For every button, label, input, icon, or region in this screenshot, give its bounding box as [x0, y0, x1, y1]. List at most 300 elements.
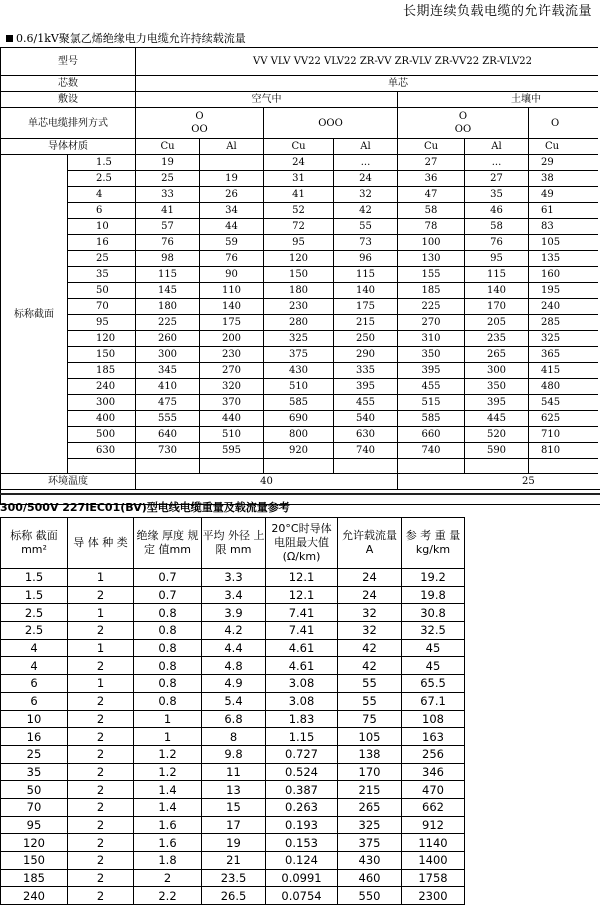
value-cell: 115 [136, 267, 200, 283]
table-cell: 1.2 [134, 745, 202, 763]
value-cell: 660 [398, 427, 465, 443]
table-cell: 105 [338, 728, 402, 746]
table-row [1, 887, 465, 905]
arrangement-trefoil-soil [398, 108, 529, 139]
size-cell: 150 [68, 347, 136, 363]
table-cell: 0.153 [266, 834, 338, 852]
table-row [1, 203, 600, 219]
value-cell: 260 [136, 331, 200, 347]
value-cell: 58 [465, 219, 529, 235]
value-cell: 26 [200, 187, 264, 203]
table-cell: 0.8 [134, 657, 202, 675]
table-row [1, 299, 600, 315]
value-cell: 415 [529, 363, 600, 379]
value-cell: 115 [334, 267, 398, 283]
value-cell: 34 [200, 203, 264, 219]
table-cell: 2.5 [1, 622, 68, 640]
table-cell: 2 [68, 586, 134, 604]
value-cell: 395 [465, 395, 529, 411]
page-title: 长期连续负载电缆的允许载流量 [403, 0, 592, 19]
value-cell: 160 [529, 267, 600, 283]
table-cell: 70 [1, 798, 68, 816]
value-cell: 630 [334, 427, 398, 443]
value-cell: 35 [465, 187, 529, 203]
value-cell: 285 [529, 315, 600, 331]
table-cell: 2.5 [1, 604, 68, 622]
value-cell: 215 [334, 315, 398, 331]
value-cell: 96 [334, 251, 398, 267]
table-cell: 19 [202, 834, 266, 852]
value-cell: 395 [398, 363, 465, 379]
section1-title [6, 30, 246, 46]
material-cu: Cu [264, 139, 334, 155]
core-value: 单芯 [136, 76, 600, 92]
size-cell: 6 [68, 203, 136, 219]
table-cell: 662 [402, 798, 465, 816]
table-cell: 470 [402, 781, 465, 799]
table-row [1, 171, 600, 187]
table-cell: 7.41 [266, 604, 338, 622]
value-cell: 325 [529, 331, 600, 347]
value-cell: 585 [398, 411, 465, 427]
table-cell: 0.8 [134, 622, 202, 640]
table-cell: 4 [1, 657, 68, 675]
size-cell: 1.5 [68, 155, 136, 171]
table-row [1, 604, 465, 622]
section2-title: 300/500V 227IEC01(BV)型电线电缆重量及载流量参考 [0, 499, 290, 515]
table-cell: 45 [402, 639, 465, 657]
value-cell: 76 [465, 235, 529, 251]
table-cell: 0.387 [266, 781, 338, 799]
table-cell: 2 [68, 887, 134, 905]
value-cell: 180 [136, 299, 200, 315]
table-cell: 0.263 [266, 798, 338, 816]
value-cell: 180 [264, 283, 334, 299]
table-cell: 6.8 [202, 710, 266, 728]
table-cell: 256 [402, 745, 465, 763]
value-cell: 24 [334, 171, 398, 187]
value-cell: 350 [465, 379, 529, 395]
table-row [1, 395, 600, 411]
table-row [1, 331, 600, 347]
value-cell: 76 [200, 251, 264, 267]
material-cu: Cu [529, 139, 600, 155]
value-cell: 76 [136, 235, 200, 251]
table-row [1, 639, 465, 657]
value-cell: 690 [264, 411, 334, 427]
value-cell: 140 [465, 283, 529, 299]
value-cell: 72 [264, 219, 334, 235]
table-cell: 0.727 [266, 745, 338, 763]
table-cell: 7.41 [266, 622, 338, 640]
column-header: 允许载流量 A [338, 518, 402, 569]
table-cell: 240 [1, 887, 68, 905]
table-cell: 2.2 [134, 887, 202, 905]
value-cell: 41 [264, 187, 334, 203]
value-cell: 640 [136, 427, 200, 443]
material-label: 导体材质 [1, 139, 136, 155]
value-cell: 150 [264, 267, 334, 283]
value-cell: 78 [398, 219, 465, 235]
table-cell: 32.5 [402, 622, 465, 640]
table-cell: 4 [1, 639, 68, 657]
value-cell: 555 [136, 411, 200, 427]
value-cell: 800 [264, 427, 334, 443]
table-cell: 4.61 [266, 657, 338, 675]
value-cell: 95 [465, 251, 529, 267]
value-cell: 240 [529, 299, 600, 315]
table-cell: 50 [1, 781, 68, 799]
value-cell: 49 [529, 187, 600, 203]
table-cell: 2300 [402, 887, 465, 905]
table-cell: 0.7 [134, 569, 202, 587]
arrangement-flat-air: OOO [264, 108, 398, 139]
table-row [1, 235, 600, 251]
value-cell: 545 [529, 395, 600, 411]
value-cell: 33 [136, 187, 200, 203]
laying-label: 敷设 [1, 92, 136, 108]
value-cell: 31 [264, 171, 334, 187]
value-cell: 140 [334, 283, 398, 299]
table-cell: 1 [134, 710, 202, 728]
table-cell: 1 [68, 675, 134, 693]
table-cell: 2 [68, 781, 134, 799]
table-cell: 2 [68, 692, 134, 710]
table-cell: 2 [68, 852, 134, 870]
value-cell: 55 [334, 219, 398, 235]
table-cell: 6 [1, 675, 68, 693]
table-cell: 1 [134, 728, 202, 746]
material-al: Al [334, 139, 398, 155]
table-cell: 1.2 [134, 763, 202, 781]
value-cell: ... [334, 155, 398, 171]
table-cell: 2 [68, 816, 134, 834]
table-cell: 4.9 [202, 675, 266, 693]
empty-cell [398, 459, 465, 474]
column-header: 绝缘 厚度 规定 值mm [134, 518, 202, 569]
table-cell: 95 [1, 816, 68, 834]
value-cell: 24 [264, 155, 334, 171]
table-row [1, 283, 600, 299]
table-cell: 15 [202, 798, 266, 816]
table-cell: 10 [1, 710, 68, 728]
value-cell: 175 [200, 315, 264, 331]
table-header-row [1, 518, 465, 569]
table-cell: 912 [402, 816, 465, 834]
value-cell: 195 [529, 283, 600, 299]
value-cell: 19 [136, 155, 200, 171]
table-cell: 0.124 [266, 852, 338, 870]
ambient-row [1, 474, 600, 490]
value-cell: 41 [136, 203, 200, 219]
table-cell: 1.4 [134, 781, 202, 799]
empty-cell [465, 459, 529, 474]
material-al: Al [200, 139, 264, 155]
value-cell: 170 [465, 299, 529, 315]
material-al: Al [465, 139, 529, 155]
table-row [1, 675, 465, 693]
table-cell: 1.5 [1, 586, 68, 604]
table-row [1, 622, 465, 640]
table-cell: 0.8 [134, 604, 202, 622]
table-cell: 55 [338, 692, 402, 710]
table-cell: 12.1 [266, 586, 338, 604]
table-cell: 1 [68, 639, 134, 657]
value-cell: 455 [334, 395, 398, 411]
table-cell: 3.08 [266, 692, 338, 710]
model-value: VV VLV VV22 VLV22 ZR-VV ZR-VLV ZR-VV22 ZR-VLV22 [136, 48, 600, 76]
table-cell: 2 [68, 745, 134, 763]
table-cell: 2 [134, 869, 202, 887]
table-cell: 2 [68, 710, 134, 728]
table-cell: 2 [68, 763, 134, 781]
value-cell: 145 [136, 283, 200, 299]
value-cell: 25 [136, 171, 200, 187]
value-cell: 230 [200, 347, 264, 363]
table-row [1, 834, 465, 852]
table-cell: 1.6 [134, 816, 202, 834]
material-cu: Cu [398, 139, 465, 155]
section-label: 标称截面 [1, 155, 68, 474]
value-cell: 445 [465, 411, 529, 427]
core-label: 芯数 [1, 76, 136, 92]
empty-cell [68, 459, 136, 474]
arrangement-flat-soil: O [529, 108, 600, 139]
arrangement-label: 单芯电缆排列方式 [1, 108, 136, 139]
value-cell: 515 [398, 395, 465, 411]
size-cell: 10 [68, 219, 136, 235]
empty-cell [264, 459, 334, 474]
table-row [1, 798, 465, 816]
column-header: 参 考 重 量 kg/km [402, 518, 465, 569]
value-cell: 59 [200, 235, 264, 251]
value-cell: 520 [465, 427, 529, 443]
value-cell: 42 [334, 203, 398, 219]
table-cell: 3.9 [202, 604, 266, 622]
table-cell: 0.193 [266, 816, 338, 834]
value-cell: ... [465, 155, 529, 171]
table-cell: 5.4 [202, 692, 266, 710]
table-row [1, 692, 465, 710]
value-cell: 250 [334, 331, 398, 347]
size-cell: 16 [68, 235, 136, 251]
table-cell: 120 [1, 834, 68, 852]
table-row [1, 728, 465, 746]
column-header: 导 体 种 类 [68, 518, 134, 569]
value-cell: 38 [529, 171, 600, 187]
table-cell: 0.8 [134, 692, 202, 710]
value-cell: 44 [200, 219, 264, 235]
value-cell: 625 [529, 411, 600, 427]
value-cell: 410 [136, 379, 200, 395]
table-row [1, 852, 465, 870]
value-cell: 540 [334, 411, 398, 427]
value-cell: 120 [264, 251, 334, 267]
size-cell: 70 [68, 299, 136, 315]
table-cell: 55 [338, 675, 402, 693]
ambient-soil: 25 [398, 474, 600, 490]
table-row [1, 267, 600, 283]
value-cell: 320 [200, 379, 264, 395]
table-cell: 0.524 [266, 763, 338, 781]
table-cell: 1.6 [134, 834, 202, 852]
value-cell: 100 [398, 235, 465, 251]
value-cell: 585 [264, 395, 334, 411]
column-header: 标称 截面 mm² [1, 518, 68, 569]
value-cell: 365 [529, 347, 600, 363]
empty-cell [334, 459, 398, 474]
value-cell: 58 [398, 203, 465, 219]
table-cell: 16 [1, 728, 68, 746]
table-cell: 9.8 [202, 745, 266, 763]
value-cell: 370 [200, 395, 264, 411]
table-row [1, 781, 465, 799]
size-cell: 95 [68, 315, 136, 331]
laying-air: 空气中 [136, 92, 398, 108]
table-row [1, 379, 600, 395]
table-cell: 19.8 [402, 586, 465, 604]
table-cell: 24 [338, 569, 402, 587]
value-cell: 52 [264, 203, 334, 219]
table-cell: 215 [338, 781, 402, 799]
value-cell: 510 [264, 379, 334, 395]
value-cell: 430 [264, 363, 334, 379]
table-cell: 2 [68, 728, 134, 746]
value-cell: 27 [398, 155, 465, 171]
value-cell: 98 [136, 251, 200, 267]
arr-c-bottom: OO [398, 123, 528, 136]
table-cell: 108 [402, 710, 465, 728]
table-cell: 1.4 [134, 798, 202, 816]
table-row [1, 869, 465, 887]
value-cell: 175 [334, 299, 398, 315]
table-cell: 2 [68, 798, 134, 816]
empty-cell [200, 459, 264, 474]
table-cell: 32 [338, 622, 402, 640]
table-row [1, 363, 600, 379]
value-cell: 110 [200, 283, 264, 299]
value-cell: 135 [529, 251, 600, 267]
table-cell: 24 [338, 586, 402, 604]
value-cell: 205 [465, 315, 529, 331]
table-cell: 42 [338, 639, 402, 657]
table-cell: 265 [338, 798, 402, 816]
table-row [1, 315, 600, 331]
value-cell: 475 [136, 395, 200, 411]
table-cell: 32 [338, 604, 402, 622]
value-cell: 225 [398, 299, 465, 315]
table-cell: 25 [1, 745, 68, 763]
laying-soil: 土壤中 [398, 92, 600, 108]
table-row [1, 569, 465, 587]
value-cell: 61 [529, 203, 600, 219]
value-cell: 335 [334, 363, 398, 379]
value-cell: 225 [136, 315, 200, 331]
table-cell: 8 [202, 728, 266, 746]
value-cell: 57 [136, 219, 200, 235]
table-cell: 21 [202, 852, 266, 870]
table-cell: 3.4 [202, 586, 266, 604]
value-cell: 480 [529, 379, 600, 395]
table-cell: 346 [402, 763, 465, 781]
table-row [1, 763, 465, 781]
table-cell: 375 [338, 834, 402, 852]
table-cell: 4.2 [202, 622, 266, 640]
table-cell: 19.2 [402, 569, 465, 587]
value-cell: 455 [398, 379, 465, 395]
table-cell: 75 [338, 710, 402, 728]
value-cell: 32 [334, 187, 398, 203]
table-cell: 2 [68, 622, 134, 640]
table-cell: 2 [68, 657, 134, 675]
value-cell: 345 [136, 363, 200, 379]
model-label: 型号 [1, 48, 136, 76]
column-header: 20°C时导体 电阻最大值 (Ω/km) [266, 518, 338, 569]
arr-a-top: O [136, 110, 263, 123]
table-cell: 42 [338, 657, 402, 675]
table-cell: 30.8 [402, 604, 465, 622]
table-cell: 35 [1, 763, 68, 781]
table-cell: 0.7 [134, 586, 202, 604]
material-cu: Cu [136, 139, 200, 155]
value-cell: 230 [264, 299, 334, 315]
table-cell: 13 [202, 781, 266, 799]
value-cell: 740 [398, 443, 465, 459]
size-cell: 400 [68, 411, 136, 427]
table-cell: 163 [402, 728, 465, 746]
size-cell: 2.5 [68, 171, 136, 187]
table-cell: 185 [1, 869, 68, 887]
table-cell: 1 [68, 569, 134, 587]
value-cell: 95 [264, 235, 334, 251]
value-cell: 140 [200, 299, 264, 315]
value-cell: 590 [465, 443, 529, 459]
section1-title-text: 0.6/1kV聚氯乙烯绝缘电力电缆允许持续载流量 [16, 32, 246, 45]
value-cell: 510 [200, 427, 264, 443]
bv-wire-table [0, 517, 465, 905]
value-cell: 83 [529, 219, 600, 235]
value-cell: 105 [529, 235, 600, 251]
table-cell: 4.8 [202, 657, 266, 675]
value-cell: 130 [398, 251, 465, 267]
column-header: 平均 外径 上限 mm [202, 518, 266, 569]
table-cell: 67.1 [402, 692, 465, 710]
empty-cell [136, 459, 200, 474]
table-row [1, 251, 600, 267]
table-cell: 3.3 [202, 569, 266, 587]
table-cell: 150 [1, 852, 68, 870]
table-row [1, 710, 465, 728]
value-cell: 920 [264, 443, 334, 459]
value-cell: 155 [398, 267, 465, 283]
size-cell: 4 [68, 187, 136, 203]
size-cell: 300 [68, 395, 136, 411]
value-cell: 300 [465, 363, 529, 379]
size-cell: 120 [68, 331, 136, 347]
value-cell: 27 [465, 171, 529, 187]
value-cell: 46 [465, 203, 529, 219]
table-row [1, 657, 465, 675]
table-cell: 325 [338, 816, 402, 834]
table-cell: 6 [1, 692, 68, 710]
ambient-air: 40 [136, 474, 398, 490]
size-cell: 240 [68, 379, 136, 395]
empty-cell [529, 459, 600, 474]
table-cell: 1.15 [266, 728, 338, 746]
size-cell: 25 [68, 251, 136, 267]
table-cell: 138 [338, 745, 402, 763]
table-cell: 460 [338, 869, 402, 887]
